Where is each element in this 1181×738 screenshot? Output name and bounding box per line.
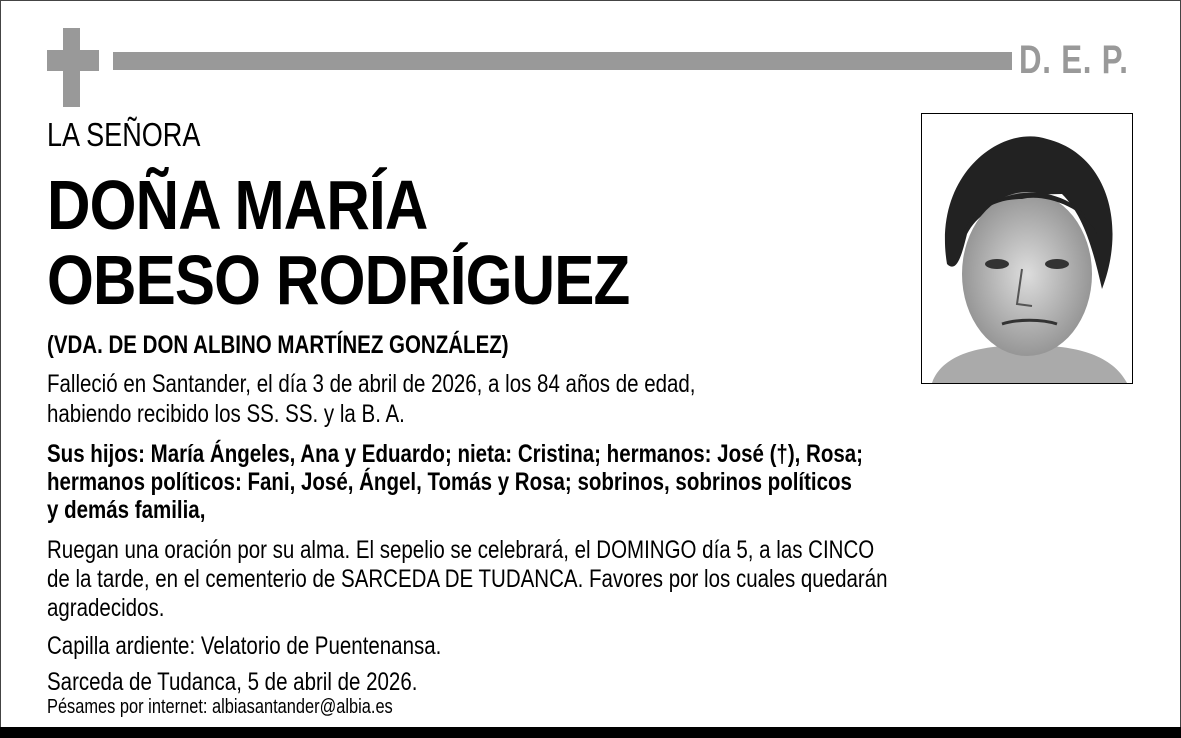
title-prefix: LA SEÑORA [47, 116, 201, 153]
header-rule [113, 52, 1012, 70]
funeral-text: de la tarde, en el cementerio de SARCEDA DE TUDANCA. Favores por los cuales quedarán [47, 565, 888, 593]
deceased-name-line-1: DOÑA MARÍA [47, 166, 428, 244]
bottom-border [0, 727, 1181, 738]
death-text: Falleció en Santander, el día 3 de abril de 2026, a los 84 años de edad, [47, 370, 696, 398]
family-text: Sus hijos: María Ángeles, Ana y Eduardo; nieta: Cristina; hermanos: José (†), Rosa; [47, 440, 864, 468]
chapel-text: Capilla ardiente: Velatorio de Puentenansa. [47, 632, 442, 660]
dep-label: D. E. P. [1019, 38, 1129, 82]
funeral-text: Ruegan una oración por su alma. El sepelio se celebrará, el DOMINGO día 5, a las CINCO [47, 536, 875, 564]
death-text: habiendo recibido los SS. SS. y la B. A. [47, 400, 405, 428]
deceased-name-line-2: OBESO RODRÍGUEZ [47, 241, 630, 319]
family-text: y demás familia, [47, 496, 206, 524]
place-date: Sarceda de Tudanca, 5 de abril de 2026. [47, 668, 418, 696]
cross-icon-arm [47, 50, 99, 71]
funeral-text: agradecidos. [47, 594, 165, 622]
widow-of: (VDA. DE DON ALBINO MARTÍNEZ GONZÁLEZ) [47, 331, 509, 359]
family-text: hermanos políticos: Fani, José, Ángel, Tomás y Rosa; sobrinos, sobrinos políticos [47, 468, 852, 496]
condolences-email: Pésames por internet: albiasantander@albia.es [47, 696, 393, 718]
portrait-photo [921, 113, 1133, 384]
